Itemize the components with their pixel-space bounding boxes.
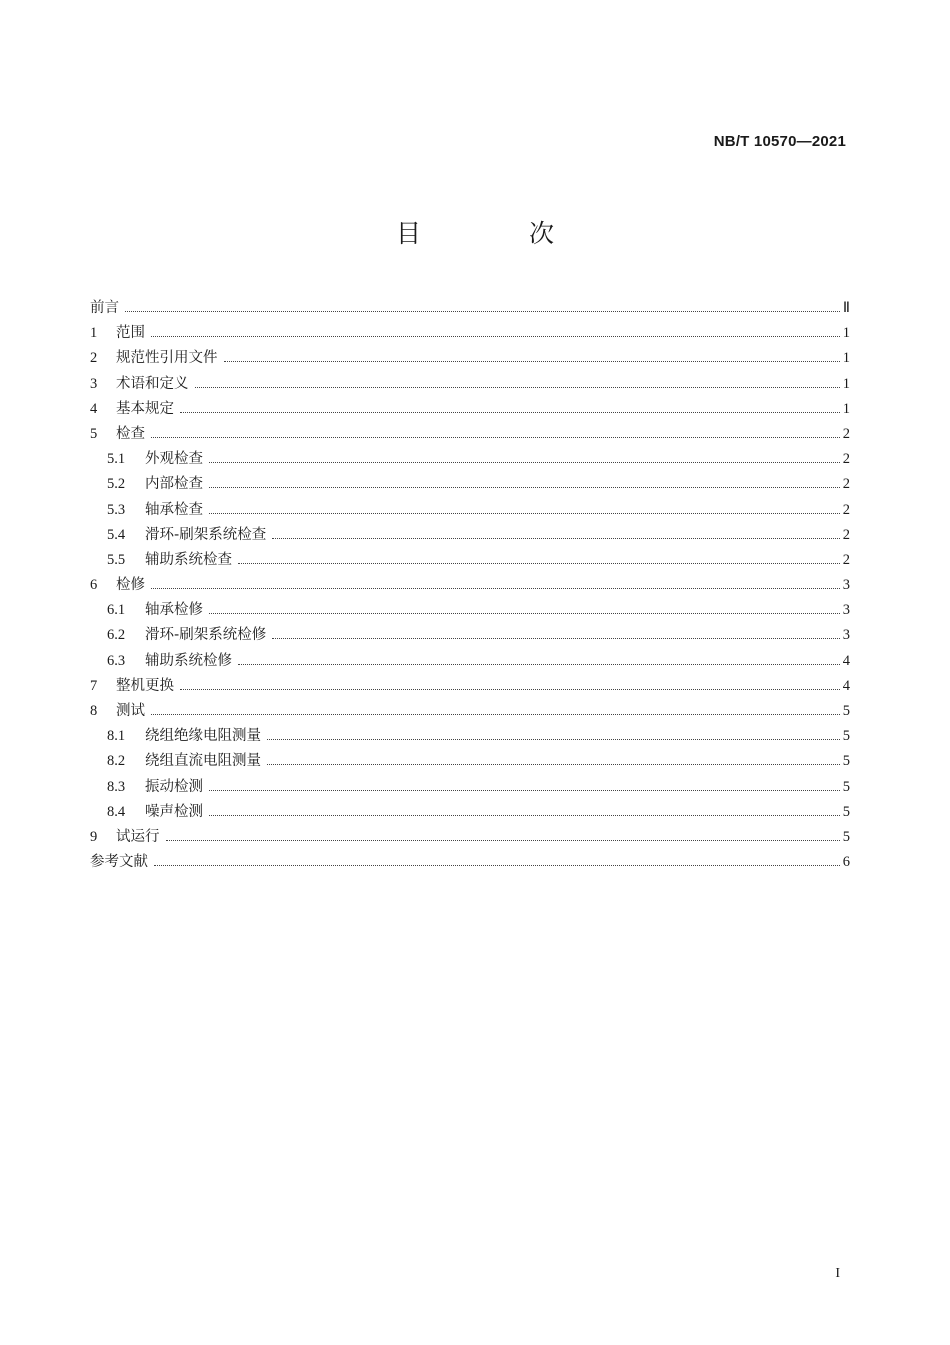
toc-entry-page: 2 [842,551,850,568]
toc-entry[interactable] [90,699,850,724]
toc-entry-page: 3 [842,627,850,644]
toc-entry[interactable] [90,422,850,447]
toc-entry-number: 8 [90,703,98,719]
toc-entry[interactable] [90,321,850,346]
toc-entry-number: 4 [90,400,98,417]
toc-entry-title: 试运行 [116,828,160,845]
dot-leader [180,689,840,690]
toc-entry-title: 滑环-刷架系统检查 [145,526,267,543]
toc-entry-number: 3 [90,375,98,392]
toc-entry-title: 绕组直流电阻测量 [145,753,261,770]
toc-entry-title: 轴承检查 [145,501,203,518]
toc-entry-title: 振动检测 [145,778,203,795]
toc-entry-page: 2 [842,526,850,543]
toc-entry-page: 4 [842,677,850,694]
dot-leader [166,840,841,841]
toc-entry-title: 测试 [116,703,145,719]
toc-entry-number: 6.1 [107,602,126,619]
toc-entry[interactable] [90,724,850,749]
dot-leader [209,815,840,816]
toc-entry[interactable] [90,623,850,648]
toc-entry-title: 整机更换 [116,677,174,694]
toc-entry[interactable] [90,472,850,497]
toc-entry[interactable] [90,800,850,825]
toc-entry-title: 基本规定 [116,400,174,417]
toc-entry-page: 1 [842,350,850,367]
dot-leader [209,513,840,514]
toc-entry-page: 5 [842,703,850,719]
toc-entry[interactable] [90,749,850,774]
page-number: I [835,1266,840,1281]
toc-entry-page: 2 [842,476,850,493]
toc-entry-title: 噪声检测 [145,803,203,820]
dot-leader [151,336,840,337]
toc-entry-title: 滑环-刷架系统检修 [145,627,267,644]
toc-entry-title: 规范性引用文件 [116,350,218,367]
toc-entry-page: 5 [842,778,850,795]
toc-entry-number: 8.4 [107,803,126,820]
toc-entry[interactable] [90,296,850,321]
toc-entry-page: 5 [842,828,850,845]
toc-entry-number: 6 [90,577,98,594]
toc-entry-page: 6 [842,854,850,871]
toc-entry-number: 6.2 [107,627,126,644]
dot-leader [272,638,840,639]
toc-entry-page: 4 [842,652,850,669]
dot-leader [151,588,840,589]
toc-entry[interactable] [90,649,850,674]
toc-entry-page: 1 [842,325,850,342]
dot-leader [180,412,840,413]
toc-entry-title: 前言 [90,300,119,316]
toc-entry[interactable] [90,825,850,850]
toc-title: 目 次 [396,219,604,248]
toc-entry-page: 3 [842,602,850,619]
toc-entry[interactable] [90,498,850,523]
dot-leader [209,487,840,488]
toc-entry[interactable] [90,523,850,548]
toc-entry-page: 2 [842,501,850,518]
standard-number: NB/T 10570—2021 [713,133,846,150]
toc-entry[interactable] [90,775,850,800]
toc-entry-number: 5 [90,425,98,442]
dot-leader [238,664,840,665]
dot-leader [209,462,840,463]
toc-entry-title: 检修 [116,577,145,594]
toc-entry[interactable] [90,598,850,623]
toc-entry-title: 绕组绝缘电阻测量 [145,728,261,745]
dot-leader [267,739,840,740]
toc-entry-page: 5 [842,753,850,770]
toc-entry[interactable] [90,850,850,875]
toc-entry-title: 范围 [116,325,145,342]
toc-entry[interactable] [90,674,850,699]
toc-entry[interactable] [90,397,850,422]
toc-entry[interactable] [90,447,850,472]
toc-entry-number: 7 [90,677,98,694]
dot-leader [209,790,840,791]
table-of-contents [90,296,850,875]
toc-entry-page: 2 [842,451,850,468]
toc-entry-number: 8.2 [107,753,126,770]
toc-entry-page: 2 [842,425,850,442]
dot-leader [151,714,840,715]
toc-entry-page: 5 [842,803,850,820]
dot-leader [267,764,840,765]
toc-entry-page: 1 [842,400,850,417]
toc-entry-page: 1 [842,375,850,392]
toc-entry-title: 参考文献 [90,854,148,871]
toc-entry-number: 9 [90,828,98,845]
toc-entry-title: 外观检查 [145,451,203,468]
dot-leader [195,387,841,388]
toc-entry-number: 2 [90,350,98,367]
toc-entry-title: 内部检查 [145,476,203,493]
toc-entry[interactable] [90,548,850,573]
toc-entry-page: 5 [842,728,850,745]
dot-leader [154,865,840,866]
dot-leader [238,563,840,564]
dot-leader [209,613,840,614]
toc-entry-number: 5.1 [107,451,126,468]
toc-entry-number: 8.1 [107,728,126,745]
toc-entry-number: 5.3 [107,501,126,518]
toc-entry-title: 辅助系统检修 [145,652,232,669]
toc-entry-title: 术语和定义 [116,375,189,392]
dot-leader [125,311,840,312]
toc-entry-number: 5.5 [107,551,126,568]
toc-entry-number: 5.4 [107,526,126,543]
toc-entry-page: Ⅱ [842,300,850,316]
toc-entry-number: 8.3 [107,778,126,795]
toc-entry[interactable] [90,573,850,598]
toc-entry-page: 3 [842,577,850,594]
dot-leader [224,361,841,362]
dot-leader [151,437,840,438]
toc-entry-title: 检查 [116,425,145,442]
toc-entry-title: 轴承检修 [145,602,203,619]
toc-entry-title: 辅助系统检查 [145,551,232,568]
toc-entry[interactable] [90,346,850,371]
toc-entry-number: 5.2 [107,476,126,493]
toc-entry[interactable] [90,372,850,397]
dot-leader [272,538,840,539]
toc-entry-number: 1 [90,325,98,342]
toc-entry-number: 6.3 [107,652,126,669]
